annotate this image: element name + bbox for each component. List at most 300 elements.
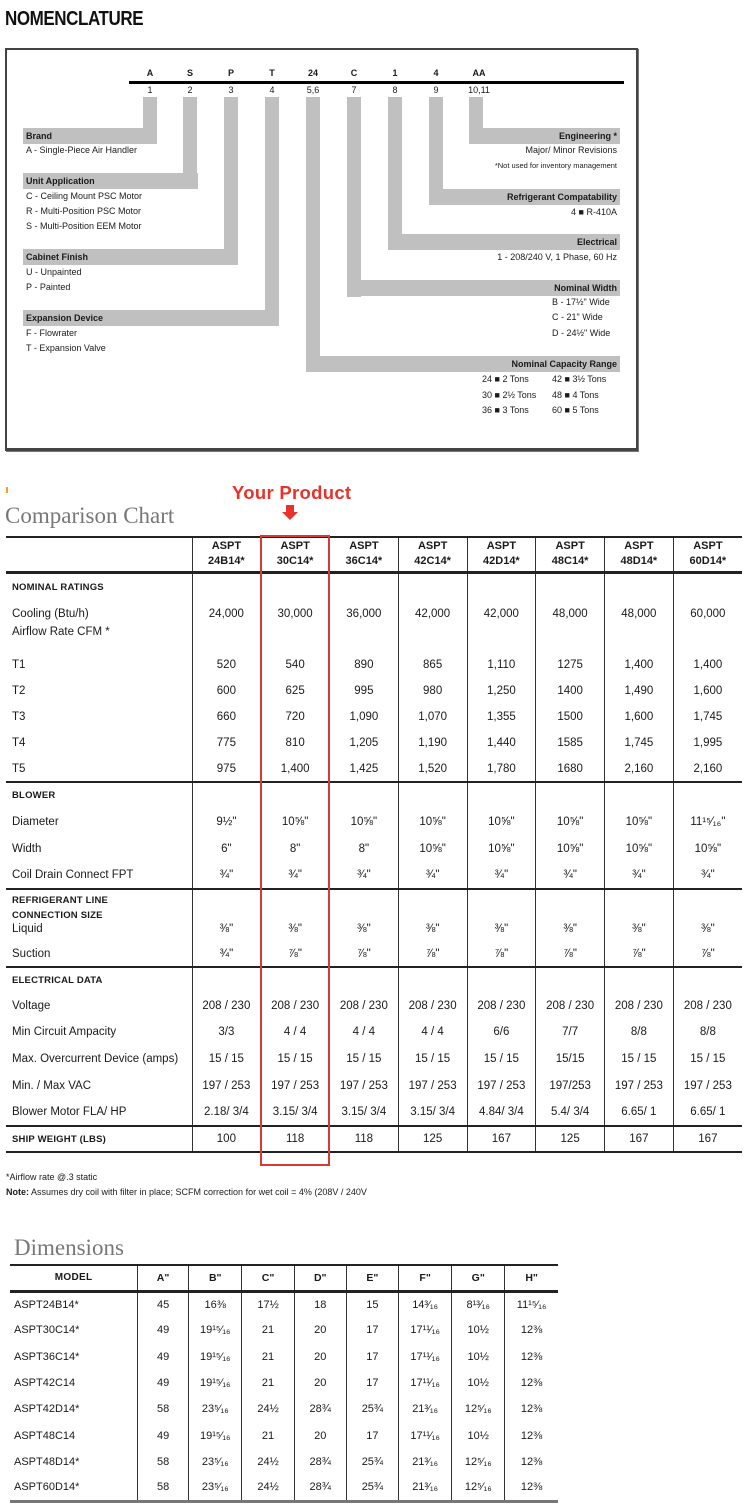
table-cell: 1,190	[398, 730, 467, 756]
row-label: Min. / Max VAC	[12, 1079, 92, 1092]
dimension-value: 19¹⁵⁄₁₆	[189, 1370, 242, 1396]
cabinet-finish-item: U - Unpainted	[26, 267, 82, 277]
nominal-width-item: C - 21" Wide	[552, 312, 603, 322]
dimension-value: 25¾	[346, 1396, 398, 1422]
table-cell: ⅜"	[192, 923, 261, 941]
table-cell: 208 / 230	[330, 993, 399, 1019]
note-label: Note:	[6, 1187, 29, 1197]
empty-cell	[467, 967, 536, 993]
table-cell: 7/7	[536, 1019, 605, 1045]
connector-bar-expansion	[265, 97, 279, 311]
row-label: T4	[12, 737, 26, 749]
table-cell: ⅞"	[261, 941, 330, 967]
airflow-footnote: *Airflow rate @.3 static	[6, 1172, 98, 1182]
table-cell: 4 / 4	[261, 1019, 330, 1045]
cabinet-finish-item: P - Painted	[26, 282, 71, 292]
table-row	[6, 678, 742, 704]
dimension-value: 10½	[452, 1344, 505, 1370]
table-cell: 1500	[536, 704, 605, 730]
dimensions-row	[10, 1396, 558, 1422]
table-row	[6, 941, 742, 967]
dimension-value: 21³⁄₁₆	[398, 1396, 451, 1422]
code-position: 2	[187, 85, 193, 95]
dimension-value: 8¹³⁄₁₆	[452, 1291, 505, 1317]
table-cell: 197 / 253	[261, 1072, 330, 1099]
table-cell: 1,995	[673, 730, 742, 756]
table-cell: 10⅝"	[398, 808, 467, 835]
nominal-width-item: B - 17½" Wide	[552, 297, 610, 307]
table-cell: 3.15/ 3/4	[398, 1099, 467, 1126]
table-cell: 3/3	[192, 1019, 261, 1045]
table-cell: ¾"	[605, 862, 674, 889]
table-cell: 10⅝"	[605, 808, 674, 835]
dimensions-title: Dimensions	[14, 1235, 124, 1260]
table-cell: 5.4/ 3/4	[536, 1099, 605, 1126]
dimension-value: 58	[138, 1475, 189, 1501]
table-row	[6, 730, 742, 756]
connector-bar-application	[183, 97, 197, 174]
dimension-value: 20	[294, 1370, 346, 1396]
electrical-heading: Electrical	[388, 234, 620, 250]
table-cell: 10⅝"	[398, 835, 467, 862]
table-row	[6, 835, 742, 862]
table-cell: 167	[673, 1126, 742, 1152]
table-row	[6, 808, 742, 835]
empty-cell	[398, 967, 467, 993]
dimension-column-header: A"	[138, 1265, 189, 1291]
table-row	[6, 923, 742, 941]
table-cell: 197 / 253	[192, 1072, 261, 1099]
connector-bar-electrical	[388, 97, 402, 250]
table-cell: 1,400	[261, 756, 330, 782]
table-cell: 775	[192, 730, 261, 756]
dimension-value: 23⁵⁄₁₆	[189, 1396, 242, 1422]
table-cell: 42,000	[467, 601, 536, 626]
dimension-value: 17½	[242, 1291, 294, 1317]
dimension-value: 15	[346, 1291, 398, 1317]
connector-bar-brand	[143, 97, 157, 129]
dimension-value: 17¹¹⁄₁₆	[398, 1344, 451, 1370]
nominal-width-heading: Nominal Width	[347, 280, 620, 296]
table-cell: 6.65/ 1	[605, 1099, 674, 1126]
capacity-item: 36 ■ 3 Tons	[482, 405, 529, 415]
table-cell: 208 / 230	[467, 993, 536, 1019]
empty-cell	[330, 572, 399, 601]
dimension-value: 12⅜	[505, 1449, 558, 1475]
table-cell: 1,400	[605, 652, 674, 678]
dimensions-row	[10, 1422, 558, 1448]
model-name: ASPT42D14*	[14, 1403, 80, 1416]
cabinet-finish-heading: Cabinet Finish	[23, 249, 238, 265]
table-row	[6, 626, 742, 652]
comparison-table	[6, 536, 742, 1153]
dimension-value: 21	[242, 1422, 294, 1448]
table-cell: 980	[398, 678, 467, 704]
table-row	[6, 601, 742, 626]
table-cell: ⅞"	[673, 941, 742, 967]
table-cell: 48,000	[536, 601, 605, 626]
expansion-device-heading: Expansion Device	[23, 310, 279, 326]
table-cell: 1,780	[467, 756, 536, 782]
table-cell: 600	[192, 678, 261, 704]
table-cell: ⅜"	[605, 923, 674, 941]
table-cell: 9½"	[192, 808, 261, 835]
table-cell: 540	[261, 652, 330, 678]
dimensions-row	[10, 1449, 558, 1475]
dimension-value: 12⁵⁄₁₆	[452, 1475, 505, 1501]
table-cell: 1,490	[605, 678, 674, 704]
dimension-value: 10½	[452, 1422, 505, 1448]
your-product-label: Your Product	[232, 482, 352, 503]
table-cell: 975	[192, 756, 261, 782]
code-letter: AA	[472, 68, 486, 78]
dimension-value: 21³⁄₁₆	[398, 1449, 451, 1475]
dimension-value: 23⁵⁄₁₆	[189, 1449, 242, 1475]
dimension-value: 28¾	[294, 1396, 346, 1422]
empty-cell	[192, 572, 261, 601]
nomenclature-title: NOMENCLATURE	[5, 8, 144, 30]
table-cell: 1,355	[467, 704, 536, 730]
row-label: T5	[6, 756, 192, 782]
table-cell: 6/6	[467, 1019, 536, 1045]
dimension-column-header: B"	[189, 1265, 242, 1291]
table-cell: 10⅝"	[536, 808, 605, 835]
code-position: 5,6	[306, 85, 320, 95]
table-cell: 3.15/ 3/4	[330, 1099, 399, 1126]
empty-cell	[261, 626, 330, 652]
table-cell: 625	[261, 678, 330, 704]
model-header: ASPT 30C14*	[261, 537, 330, 572]
table-cell: 208 / 230	[192, 993, 261, 1019]
table-cell: 2,160	[605, 756, 674, 782]
dimension-value: 49	[138, 1317, 189, 1343]
dimension-value: 21³⁄₁₆	[398, 1475, 451, 1501]
table-row	[6, 1099, 742, 1126]
table-cell: 42,000	[398, 601, 467, 626]
table-cell: ⅜"	[398, 923, 467, 941]
dimension-value: 12⁵⁄₁₆	[452, 1449, 505, 1475]
unit-application-item: C - Ceiling Mount PSC Motor	[26, 191, 143, 201]
engineering-heading: Engineering *	[469, 128, 620, 144]
table-cell: 8"	[261, 835, 330, 862]
table-cell: 15/15	[536, 1045, 605, 1072]
table-cell: 208 / 230	[536, 993, 605, 1019]
table-cell: 197 / 253	[330, 1072, 399, 1099]
capacity-item: 42 ■ 3½ Tons	[552, 374, 607, 384]
table-cell: 10⅝"	[330, 808, 399, 835]
code-letter: P	[227, 68, 234, 78]
model-header-row	[6, 537, 742, 572]
table-cell: 4.84/ 3/4	[467, 1099, 536, 1126]
model-header: ASPT 48C14*	[536, 537, 605, 572]
row-label: Airflow Rate CFM *	[12, 626, 110, 638]
table-cell: 1,090	[330, 704, 399, 730]
table-cell: 197 / 253	[467, 1072, 536, 1099]
empty-cell	[467, 626, 536, 652]
dimension-value: 21	[242, 1370, 294, 1396]
empty-cell	[467, 572, 536, 601]
row-label: Diameter	[12, 815, 59, 828]
empty-cell	[398, 572, 467, 601]
section-heading: ELECTRICAL DATA	[6, 967, 192, 993]
empty-cell	[467, 889, 536, 923]
row-label: Max. Overcurrent Device (amps)	[12, 1052, 179, 1065]
dimension-value: 17	[346, 1422, 398, 1448]
empty-cell	[261, 967, 330, 993]
row-label: Liquid	[12, 923, 43, 935]
empty-cell	[673, 626, 742, 652]
section-heading-line: CONNECTION SIZE	[12, 910, 103, 921]
table-cell: 125	[536, 1126, 605, 1152]
model-header: ASPT 24B14*	[192, 537, 261, 572]
table-cell: 660	[192, 704, 261, 730]
table-row	[6, 756, 742, 782]
expansion-device-item: F - Flowrater	[26, 328, 78, 338]
model-name: ASPT48D14*	[14, 1455, 80, 1468]
dimension-value: 28¾	[294, 1449, 346, 1475]
model-column-header: MODEL	[10, 1265, 138, 1291]
dimensions-table	[10, 1264, 558, 1503]
comparison-chart-title: Comparison Chart	[5, 503, 175, 528]
engineering-item: Major/ Minor Revisions	[525, 145, 617, 155]
table-cell: ⅜"	[467, 923, 536, 941]
electrical-item: 1 - 208/240 V, 1 Phase, 60 Hz	[497, 252, 617, 262]
section-header-row	[6, 889, 742, 923]
refrigerant-item: 4 ■ R-410A	[571, 207, 617, 217]
code-position: 9	[433, 85, 439, 95]
section-heading	[6, 889, 192, 923]
table-cell: ⅜"	[536, 923, 605, 941]
table-cell: ¾"	[398, 862, 467, 889]
table-cell: 15 / 15	[330, 1045, 399, 1072]
dimension-value: 24½	[242, 1475, 294, 1501]
code-letter: 4	[433, 68, 439, 78]
table-row	[6, 652, 742, 678]
table-cell: 24,000	[192, 601, 261, 626]
dimension-value: 11¹⁵⁄₁₆	[505, 1291, 558, 1317]
section-header-row	[6, 572, 742, 601]
table-row	[6, 1019, 742, 1045]
code-position: 8	[392, 85, 398, 95]
table-cell: 1680	[536, 756, 605, 782]
dimension-value: 58	[138, 1449, 189, 1475]
dimension-value: 21	[242, 1344, 294, 1370]
table-cell: ⅜"	[673, 923, 742, 941]
empty-cell	[605, 626, 674, 652]
row-label: Cooling (Btu/h)	[12, 607, 89, 620]
nominal-width-item: D - 24½" Wide	[552, 328, 611, 338]
table-cell: ¾"	[192, 941, 261, 967]
table-cell: 1,520	[398, 756, 467, 782]
table-cell: 1,110	[467, 652, 536, 678]
dimension-value: 17¹¹⁄₁₆	[398, 1317, 451, 1343]
table-cell: 8/8	[605, 1019, 674, 1045]
dimensions-header-row	[10, 1265, 558, 1291]
table-cell: 30,000	[261, 601, 330, 626]
dimension-value: 12⅜	[505, 1370, 558, 1396]
table-cell: 520	[192, 652, 261, 678]
brand-heading: Brand	[23, 128, 157, 144]
dimension-value: 19¹⁵⁄₁₆	[189, 1422, 242, 1448]
dimension-value: 12⅜	[505, 1396, 558, 1422]
dimensions-row	[10, 1291, 558, 1317]
section-heading-line: REFRIGERANT LINE	[12, 895, 109, 906]
table-cell: 197 / 253	[605, 1072, 674, 1099]
table-cell: 11¹⁵⁄₁₆"	[673, 808, 742, 835]
code-letter: T	[269, 68, 275, 78]
dimension-column-header: G"	[452, 1265, 505, 1291]
table-cell: ⅞"	[398, 941, 467, 967]
section-heading: BLOWER	[6, 782, 192, 808]
empty-cell	[192, 967, 261, 993]
dimension-column-header: H"	[505, 1265, 558, 1291]
empty-cell	[330, 782, 399, 808]
table-cell: 1,425	[330, 756, 399, 782]
table-cell: 1,600	[673, 678, 742, 704]
table-cell: 8"	[330, 835, 399, 862]
dimension-value: 17	[346, 1344, 398, 1370]
empty-cell	[330, 889, 399, 923]
empty-cell	[398, 626, 467, 652]
table-row	[6, 1045, 742, 1072]
section-header-row	[6, 782, 742, 808]
dimension-value: 17¹¹⁄₁₆	[398, 1370, 451, 1396]
dimension-column-header: D"	[294, 1265, 346, 1291]
model-header: ASPT 60D14*	[673, 537, 742, 572]
empty-cell	[467, 782, 536, 808]
table-cell: 36,000	[330, 601, 399, 626]
row-label: Coil Drain Connect FPT	[6, 862, 192, 889]
table-cell: ⅞"	[536, 941, 605, 967]
table-cell: 197 / 253	[673, 1072, 742, 1099]
section-header-row	[6, 967, 742, 993]
table-cell: 1585	[536, 730, 605, 756]
code-position: 3	[228, 85, 234, 95]
code-divider-line	[129, 81, 624, 84]
table-cell: 1,250	[467, 678, 536, 704]
model-name: ASPT60D14*	[10, 1475, 138, 1501]
ship-weight-label: SHIP WEIGHT (LBS)	[6, 1126, 192, 1152]
dimension-value: 18	[294, 1291, 346, 1317]
dimension-value: 58	[138, 1396, 189, 1422]
table-cell: ¾"	[330, 862, 399, 889]
table-cell: 6"	[192, 835, 261, 862]
connector-bar-capacity	[306, 97, 320, 372]
table-cell: ⅜"	[330, 923, 399, 941]
dimension-value: 49	[138, 1370, 189, 1396]
dimensions-row	[10, 1475, 558, 1501]
dimensions-row	[10, 1317, 558, 1343]
table-cell: 208 / 230	[398, 993, 467, 1019]
table-cell: 118	[261, 1126, 330, 1152]
capacity-item: 30 ■ 2½ Tons	[482, 389, 537, 400]
empty-cell	[398, 782, 467, 808]
empty-cell	[330, 967, 399, 993]
dimension-value: 10½	[452, 1317, 505, 1343]
unit-application-item: S - Multi-Position EEM Motor	[26, 221, 142, 231]
dimension-value: 12⅜	[505, 1344, 558, 1370]
row-label: Blower Motor FLA/ HP	[6, 1099, 192, 1126]
table-cell: 125	[398, 1126, 467, 1152]
table-cell: 167	[467, 1126, 536, 1152]
dimension-column-header: E"	[346, 1265, 398, 1291]
table-cell: 167	[605, 1126, 674, 1152]
table-cell: 1,205	[330, 730, 399, 756]
model-header: ASPT 48D14*	[605, 537, 674, 572]
table-cell: 810	[261, 730, 330, 756]
code-letter: S	[186, 68, 193, 78]
dimension-value: 14³⁄₁₆	[398, 1291, 451, 1317]
model-name: ASPT48C14	[14, 1429, 76, 1442]
dimension-value: 49	[138, 1344, 189, 1370]
code-position: 7	[351, 85, 357, 95]
empty-cell	[398, 889, 467, 923]
empty-cell	[261, 572, 330, 601]
dimension-value: 17¹¹⁄₁₆	[398, 1422, 451, 1448]
header-blank	[6, 537, 192, 572]
table-cell: 208 / 230	[673, 993, 742, 1019]
table-cell: 865	[398, 652, 467, 678]
table-cell: 15 / 15	[605, 1045, 674, 1072]
table-cell: 100	[192, 1126, 261, 1152]
code-letter: 24	[307, 68, 318, 78]
model-header: ASPT 42D14*	[467, 537, 536, 572]
dimension-value: 19¹⁵⁄₁₆	[189, 1317, 242, 1343]
table-cell: 10⅝"	[605, 835, 674, 862]
code-position: 1	[147, 85, 153, 95]
table-cell: ¾"	[192, 862, 261, 889]
table-cell: 15 / 15	[673, 1045, 742, 1072]
table-cell: 10⅝"	[467, 808, 536, 835]
table-cell: 197 / 253	[398, 1072, 467, 1099]
dimension-column-header: C"	[242, 1265, 294, 1291]
orange-mark	[6, 487, 8, 493]
table-cell: ¾"	[536, 862, 605, 889]
dimensions-row	[10, 1344, 558, 1370]
model-header: ASPT 36C14*	[330, 537, 399, 572]
row-label: Min Circuit Ampacity	[12, 1026, 117, 1038]
table-cell: 60,000	[673, 601, 742, 626]
code-position: 4	[269, 85, 275, 95]
dimensions-row	[10, 1370, 558, 1396]
table-cell: 1,745	[673, 704, 742, 730]
note-text: Assumes dry coil with filter in place; SCFM correction for wet coil = 4% (208V / 240V	[29, 1187, 367, 1197]
brand-item: A - Single-Piece Air Handler	[26, 145, 138, 155]
table-cell: 890	[330, 652, 399, 678]
table-cell: 10⅝"	[261, 808, 330, 835]
table-cell: 48,000	[605, 601, 674, 626]
row-label: T3	[12, 711, 26, 723]
empty-cell	[261, 889, 330, 923]
capacity-item: 48 ■ 4 Tons	[552, 389, 599, 400]
connector-bar-width	[347, 97, 361, 297]
table-cell: 208 / 230	[261, 993, 330, 1019]
code-letter: 1	[392, 68, 398, 78]
dimension-value: 49	[138, 1422, 189, 1448]
capacity-range-heading: Nominal Capacity Range	[306, 356, 620, 372]
dimension-value: 12⅜	[505, 1317, 558, 1343]
table-cell: 10⅝"	[673, 835, 742, 862]
row-label: Suction	[6, 941, 192, 967]
model-header: ASPT 42C14*	[398, 537, 467, 572]
table-cell: 1,745	[605, 730, 674, 756]
table-cell: 10⅝"	[467, 835, 536, 862]
dimension-value: 12⅜	[505, 1422, 558, 1448]
table-cell: 15 / 15	[467, 1045, 536, 1072]
unit-application-item: R - Multi-Position PSC Motor	[26, 206, 142, 216]
capacity-item: 24 ■ 2 Tons	[482, 374, 529, 384]
code-position: 10,11	[468, 85, 490, 95]
